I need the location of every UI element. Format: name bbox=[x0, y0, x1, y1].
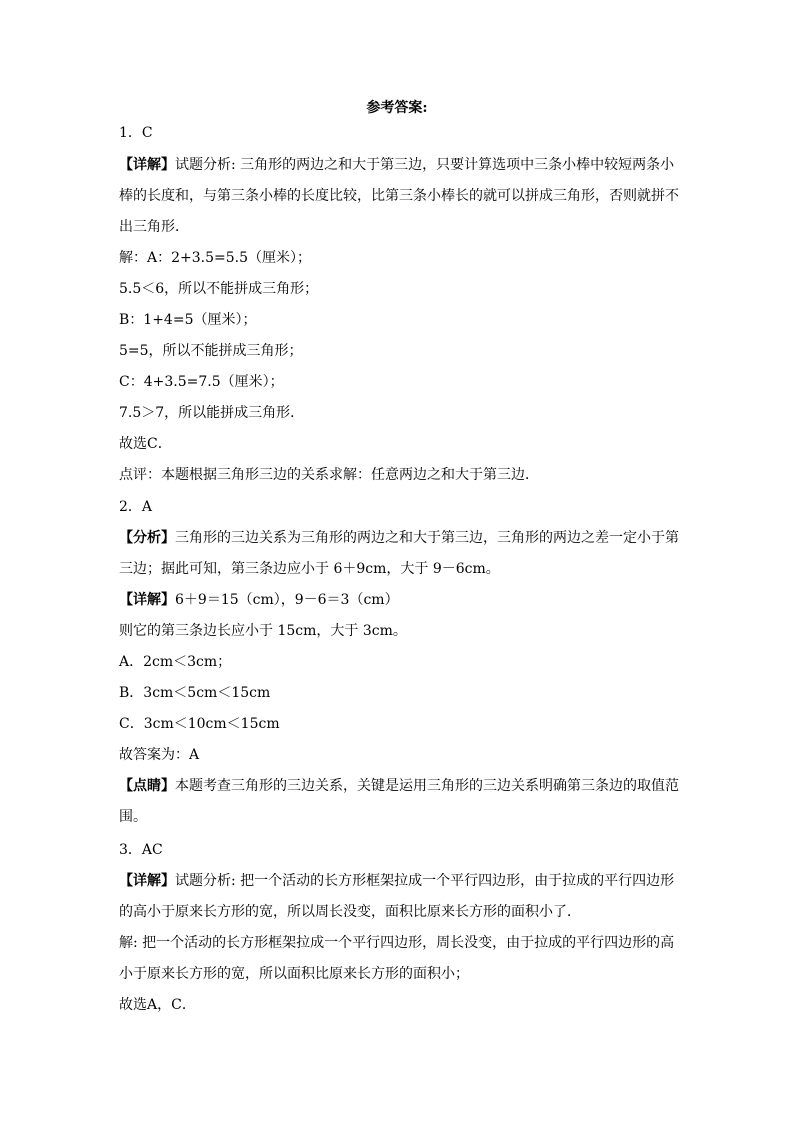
q2-number: 2．A bbox=[119, 499, 153, 515]
q3-detail-line bbox=[119, 871, 674, 891]
q3-text-line: 小于原来长方形的宽，所以面积比原来长方形的面积小； bbox=[119, 966, 469, 982]
q1-comment: 点评：本题根据三角形三边的关系求解：任意两边之和大于第三边． bbox=[119, 467, 539, 483]
q3-detail-tag: 【详解】 bbox=[119, 873, 175, 889]
q2-comment-text: 本题考查三角形的三边关系，关键是运用三角形的三边关系明确第三条边的取值范 bbox=[175, 778, 679, 794]
q3-answer: 故选A，C． bbox=[119, 997, 196, 1013]
q2-comment-text: 围。 bbox=[119, 809, 147, 825]
q1-text-line: 解：A：2+3.5=5.5（厘米）； bbox=[119, 250, 312, 266]
q2-option-a: A．2cm＜3cm； bbox=[119, 654, 232, 670]
q3-text-line: 解: 把一个活动的长方形框架拉成一个平行四边形，周长没变，由于拉成的平行四边形的高 bbox=[119, 935, 675, 951]
q3-number: 3．AC bbox=[119, 842, 163, 858]
q1-text-line: 5.5＜6，所以不能拼成三角形； bbox=[119, 281, 319, 297]
page-title: 参考答案: bbox=[366, 100, 428, 116]
q2-analysis-line bbox=[119, 528, 679, 548]
q1-detail-tag: 【详解】 bbox=[119, 157, 175, 173]
q2-comment-line bbox=[119, 776, 679, 796]
q1-answer: 故选C． bbox=[119, 436, 172, 452]
q1-text-line: B：1+4=5（厘米）； bbox=[119, 312, 257, 328]
q1-text-line: C：4+3.5=7.5（厘米）； bbox=[119, 374, 284, 390]
q1-text-line: 7.5＞7，所以能拼成三角形． bbox=[119, 405, 305, 421]
q1-text-line: 棒的长度和，与第三条小棒的长度比较，比第三条小棒长的就可以拼成三角形，否则就拼不 bbox=[119, 188, 679, 204]
q2-analysis-text: 三边；据此可知，第三条边应小于 6＋9cm，大于 9－6cm。 bbox=[119, 561, 500, 577]
q2-analysis-tag: 【分析】 bbox=[119, 530, 175, 546]
q1-detail-line bbox=[119, 155, 674, 175]
q3-text-line: 的高小于原来长方形的宽，所以周长没变，面积比原来长方形的面积小了． bbox=[119, 904, 581, 920]
q1-number: 1．C bbox=[119, 125, 153, 141]
q2-detail-text: 6＋9＝15（cm），9－6＝3（cm） bbox=[175, 592, 399, 608]
q2-detail-line bbox=[119, 590, 399, 610]
q2-answer: 故答案为：A bbox=[119, 747, 200, 763]
q2-analysis-text: 三角形的三边关系为三角形的两边之和大于第三边，三角形的两边之差一定小于第 bbox=[175, 530, 679, 546]
q2-comment-tag: 【点睛】 bbox=[119, 778, 175, 794]
q2-detail-tag: 【详解】 bbox=[119, 592, 175, 608]
q2-option-b: B．3cm＜5cm＜15cm bbox=[119, 685, 271, 701]
q1-text-line: 试题分析: 三角形的两边之和大于第三边，只要计算选项中三条小棒中较短两条小 bbox=[175, 157, 675, 173]
q2-option-c: C．3cm＜10cm＜15cm bbox=[119, 716, 280, 732]
q3-detail-text: 试题分析: 把一个活动的长方形框架拉成一个平行四边形，由于拉成的平行四边形 bbox=[175, 873, 675, 889]
q1-text-line: 出三角形． bbox=[119, 219, 189, 235]
q2-text-line: 则它的第三条边长应小于 15cm，大于 3cm。 bbox=[119, 623, 407, 639]
q1-text-line: 5=5，所以不能拼成三角形； bbox=[119, 343, 303, 359]
